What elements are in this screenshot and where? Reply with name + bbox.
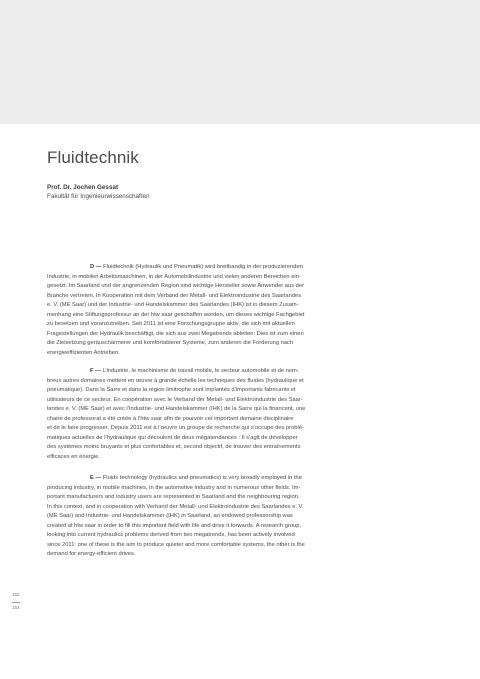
paragraph-line: et de le faire progresser. Depuis 2011 est à l’œuvre un groupe de recherche qui s’occupe des problé- (47, 425, 304, 432)
language-marker-french: F — (90, 368, 101, 374)
author-block (47, 183, 150, 201)
paragraph-line: portant manufacturers and industry users are represented in Saarland and the neighbouring region. (47, 494, 300, 501)
paragraph-line: created at htw saar in order to fill this important field with life and drive it forwards. A research group, (47, 522, 302, 529)
section-english (47, 474, 433, 560)
paragraph-line: Branche vertreten. In Kooperation mit dem Verband der Metall- und Elektroindustrie des Saarlandes (47, 292, 302, 299)
paragraph-line: utilisateurs de ce secteur. En coopération avec le Verband der Metall- und Elektroindustrie des Saar- (47, 396, 303, 403)
page-title: Fluidtechnik (47, 148, 139, 167)
language-marker-english: E — (90, 475, 102, 481)
page-number-bottom: 153 (12, 605, 20, 610)
paragraph-line: menhang eine Stiftungsprofessur an der htw saar geschaffen worden, um dieses wichtige Fachgebiet (47, 311, 305, 318)
author-name: Prof. Dr. Jochen Gessat (47, 184, 119, 191)
paragraph-line: (ME Saar) and Industrie- und Handelskammer (IHK) in Saarland, an endowed professorship was (47, 513, 293, 520)
paragraph-line: energieeffizienten Antrieben. (47, 349, 120, 356)
paragraph-text: L’industrie, le machinisme de travail mobile, le secteur automobile et de nom- (100, 368, 299, 374)
section-french (47, 367, 433, 462)
paragraph-line: since 2011: one of these is the aim to produce quieter and more comfortable systems, the other is the (47, 541, 305, 548)
paragraph-line: des systèmes moins bruyants et plus confortables et, second objectif, de trouver des entraînements (47, 444, 301, 451)
paragraph-line: landes e. V. (ME Saar) et avec l’Industrie- und Handelskammer (IHK) de la Sarre qui la financent, une (47, 406, 306, 413)
paragraph-text: Fluidtechnik (Hydraulik und Pneumatik) wird breitbandig in der produzierenden (101, 264, 303, 270)
section-german (47, 263, 433, 358)
paragraph-line: demand for energy-efficient drives. (47, 551, 136, 558)
paragraph-line: breux autres domaines mettent en œuvre à grande échelle les techniques des fluides (hydraulique et (47, 377, 304, 384)
paragraph-line: pneumatique). Dans la Sarre et dans la région limitrophe sont implantés d’importants fabricants et (47, 387, 296, 394)
paragraph-line: chaire de professorat a été créée à l’htw saar afin de pourvoir cet important domaine disciplinaire (47, 415, 294, 422)
paragraph-text: Fluids technology (hydraulics and pneumatics) is very broadly employed in the (101, 475, 302, 481)
paragraph-line (47, 263, 433, 273)
paragraph-line: e. V. (ME Saar) und der Industrie- und Handelskammer des Saarlandes (IHK) ist in diesem Zusam- (47, 302, 299, 309)
paragraph-line: die Zielsetzung geräuschärmerer und komfortablerer Systeme, zum anderen die Forderung nach (47, 340, 294, 347)
paragraph-line: gesetzt. Im Saarland und der angrenzenden Region sind wichtige Hersteller sowie Anwender aus der (47, 283, 304, 290)
page-number-divider (12, 602, 20, 603)
page-number-top: 152 (12, 592, 20, 597)
paragraph-line: efficaces en énergie. (47, 453, 100, 460)
paragraph-line: In this context, and in cooperation with Verband der Metall- und Elektroindustrie des Saarlandes e. V. (47, 503, 304, 510)
language-marker-german: D — (90, 264, 102, 270)
paragraph-line: looking into current hydraulics problems derived from two megatrends, has been actively involved (47, 532, 295, 539)
author-affiliation: Fakultät für Ingenieurwissenschaften (47, 193, 150, 200)
paragraph-line (47, 367, 433, 377)
paragraph-line: Industrie, in mobilen Arbeitsmaschinen, in der Automobilindustrie und vielen anderen Bereichen ein- (47, 273, 301, 280)
paragraph-line: Fragestellungen der Hydraulik beschäftigt, die sich aus zwei Megatrends ableiten: Dies ist zum einen (47, 330, 304, 337)
paragraph-line: matiques actuelles de l’hydraulique qui découlent de deux mégatendances : Il s’agit de développer (47, 434, 298, 441)
header-banner (0, 0, 480, 124)
paragraph-line: producing industry, in mobile machines, in the automotive industry and in numerous other fields. Im- (47, 484, 301, 491)
paragraph-line: zu besetzen und voranzutreiben. Seit 2011 ist eine Forschungsgruppe aktiv, die sich mit aktuellen (47, 321, 295, 328)
paragraph-line (47, 474, 433, 484)
